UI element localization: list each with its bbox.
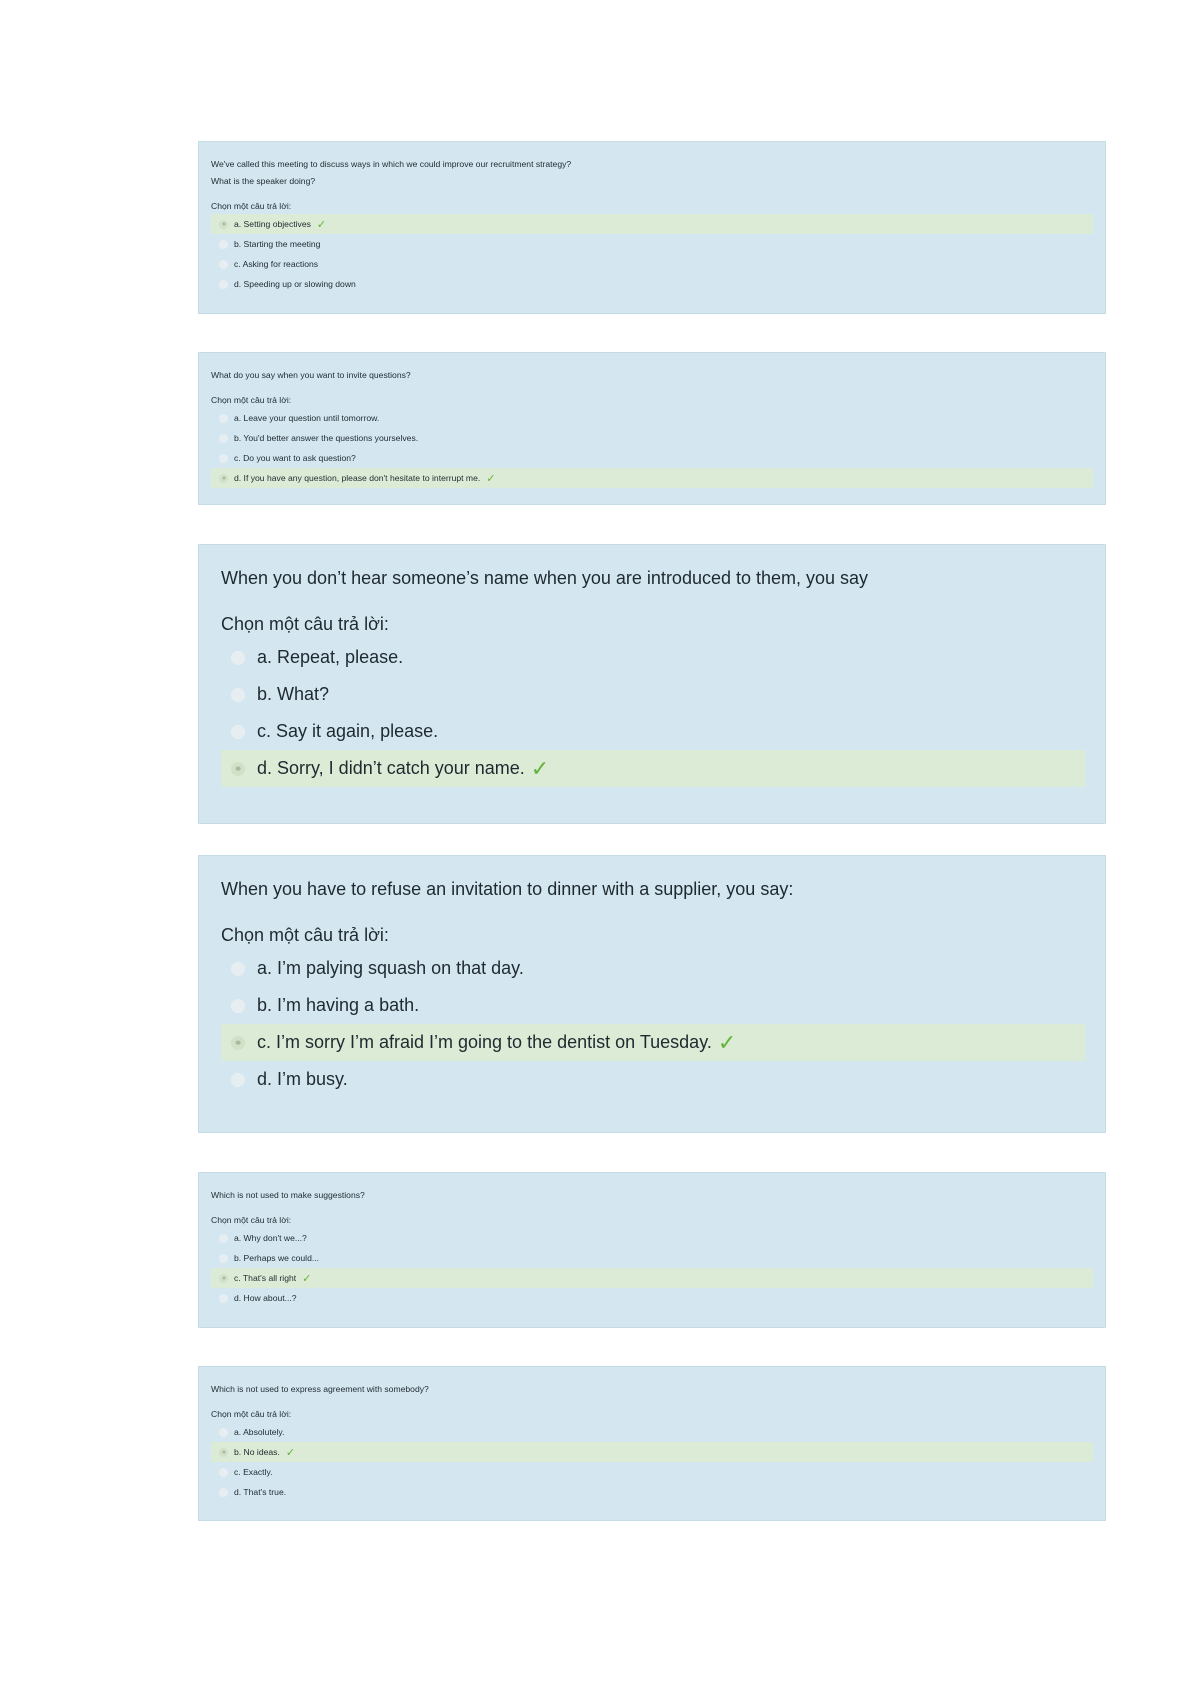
- answer-option-a[interactable]: [211, 1422, 1093, 1442]
- question-line: When you don’t hear someone’s name when you are introduced to them, you say: [221, 568, 869, 588]
- option-label: c. Exactly.: [234, 1467, 273, 1477]
- answer-prompt: Chọn một câu trả lời:: [211, 395, 292, 405]
- answer-option-c[interactable]: [211, 1268, 1093, 1288]
- radio-icon[interactable]: [219, 280, 228, 289]
- answer-option-d[interactable]: [211, 468, 1093, 488]
- option-label: a. Absolutely.: [234, 1427, 285, 1437]
- radio-icon[interactable]: [219, 454, 228, 463]
- radio-icon[interactable]: [219, 220, 228, 229]
- question-text: [221, 876, 1085, 902]
- radio-icon[interactable]: [231, 688, 245, 702]
- answer-option-d[interactable]: [221, 1061, 1085, 1098]
- answer-options: [221, 639, 1085, 787]
- option-label: a. Setting objectives: [234, 219, 311, 229]
- option-label: a. Repeat, please.: [257, 647, 404, 667]
- answer-options: [221, 950, 1085, 1098]
- answer-option-c[interactable]: [221, 713, 1085, 750]
- answer-option-d[interactable]: [221, 750, 1085, 787]
- question-line: What do you say when you want to invite questions?: [211, 370, 411, 380]
- radio-icon[interactable]: [231, 999, 245, 1013]
- radio-icon[interactable]: [219, 240, 228, 249]
- answer-option-c[interactable]: [221, 1024, 1085, 1061]
- radio-icon[interactable]: [219, 434, 228, 443]
- radio-icon[interactable]: [231, 1036, 245, 1050]
- answer-option-a[interactable]: [221, 950, 1085, 987]
- radio-icon[interactable]: [231, 962, 245, 976]
- question-card-4: [198, 855, 1106, 1133]
- question-text: [211, 367, 1093, 384]
- answer-option-a[interactable]: [211, 214, 1093, 234]
- option-label: a. I’m palying squash on that day.: [257, 958, 524, 978]
- radio-icon[interactable]: [219, 1234, 228, 1243]
- question-line: Which is not used to make suggestions?: [211, 1190, 365, 1200]
- option-label: a. Leave your question until tomorrow.: [234, 413, 380, 423]
- answer-option-a[interactable]: [211, 1228, 1093, 1248]
- question-card-1: [198, 141, 1106, 314]
- option-label: c. Say it again, please.: [257, 721, 439, 741]
- answer-options: [211, 1422, 1093, 1502]
- option-label: d. Sorry, I didn’t catch your name.: [257, 758, 525, 778]
- radio-icon[interactable]: [219, 1274, 228, 1283]
- radio-icon[interactable]: [219, 1448, 228, 1457]
- option-label: d. I’m busy.: [257, 1069, 348, 1089]
- answer-prompt: Chọn một câu trả lời:: [211, 201, 292, 211]
- question-text: [211, 156, 1093, 190]
- answer-prompt: Chọn một câu trả lời:: [211, 1215, 292, 1225]
- answer-option-a[interactable]: [211, 408, 1093, 428]
- option-label: b. I’m having a bath.: [257, 995, 420, 1015]
- option-label: d. How about...?: [234, 1293, 297, 1303]
- radio-icon[interactable]: [231, 651, 245, 665]
- answer-option-b[interactable]: [221, 676, 1085, 713]
- radio-icon[interactable]: [219, 260, 228, 269]
- option-label: c. I’m sorry I’m afraid I’m going to the dentist on Tuesday.: [257, 1032, 712, 1052]
- question-text: [221, 565, 1085, 591]
- question-card-5: [198, 1172, 1106, 1328]
- option-label: b. What?: [257, 684, 330, 704]
- option-label: d. If you have any question, please don't hesitate to interrupt me.: [234, 473, 481, 483]
- answer-option-b[interactable]: [211, 234, 1093, 254]
- radio-icon[interactable]: [219, 1428, 228, 1437]
- radio-icon[interactable]: [219, 1488, 228, 1497]
- question-line: What is the speaker doing?: [211, 176, 316, 186]
- answer-prompt: Chọn một câu trả lời:: [211, 1409, 292, 1419]
- answer-option-c[interactable]: [211, 254, 1093, 274]
- option-label: b. Perhaps we could...: [234, 1253, 320, 1263]
- question-card-2: [198, 352, 1106, 505]
- option-label: b. You'd better answer the questions yourselves.: [234, 433, 419, 443]
- question-card-3: [198, 544, 1106, 824]
- option-label: d. That's true.: [234, 1487, 287, 1497]
- question-line: We've called this meeting to discuss ways in which we could improve our recruitment strategy?: [211, 159, 572, 169]
- question-text: [211, 1187, 1093, 1204]
- option-label: a. Why don't we...?: [234, 1233, 307, 1243]
- answer-option-c[interactable]: [211, 448, 1093, 468]
- question-text: [211, 1381, 1093, 1398]
- check-icon: ✓: [285, 1446, 296, 1459]
- answer-option-d[interactable]: [211, 1288, 1093, 1308]
- answer-option-c[interactable]: [211, 1462, 1093, 1482]
- check-icon: ✓: [316, 218, 327, 231]
- answer-option-b[interactable]: [221, 987, 1085, 1024]
- question-line: Which is not used to express agreement with somebody?: [211, 1384, 429, 1394]
- radio-icon[interactable]: [219, 1468, 228, 1477]
- answer-prompt: Chọn một câu trả lời:: [221, 925, 389, 945]
- radio-icon[interactable]: [219, 474, 228, 483]
- radio-icon[interactable]: [231, 1073, 245, 1087]
- check-icon: ✓: [486, 472, 496, 485]
- check-icon: ✓: [717, 1029, 737, 1055]
- option-label: d. Speeding up or slowing down: [234, 279, 356, 289]
- check-icon: ✓: [530, 755, 550, 781]
- check-icon: ✓: [302, 1272, 312, 1285]
- radio-icon[interactable]: [219, 414, 228, 423]
- answer-option-d[interactable]: [211, 274, 1093, 294]
- answer-options: [211, 214, 1093, 294]
- radio-icon[interactable]: [231, 725, 245, 739]
- option-label: c. Asking for reactions: [234, 259, 319, 269]
- radio-icon[interactable]: [219, 1254, 228, 1263]
- question-card-6: [198, 1366, 1106, 1521]
- answer-option-b[interactable]: [211, 428, 1093, 448]
- radio-icon[interactable]: [231, 762, 245, 776]
- answer-option-b[interactable]: [211, 1248, 1093, 1268]
- option-label: b. Starting the meeting: [234, 239, 321, 249]
- answer-option-d[interactable]: [211, 1482, 1093, 1502]
- answer-options: [211, 1228, 1093, 1308]
- option-label: c. Do you want to ask question?: [234, 453, 356, 463]
- question-line: When you have to refuse an invitation to dinner with a supplier, you say:: [221, 879, 794, 899]
- option-label: c. That's all right: [234, 1273, 297, 1283]
- answer-options: [211, 408, 1093, 488]
- option-label: b. No ideas.: [234, 1447, 280, 1457]
- answer-option-b[interactable]: [211, 1442, 1093, 1462]
- radio-icon[interactable]: [219, 1294, 228, 1303]
- answer-prompt: Chọn một câu trả lời:: [221, 614, 389, 634]
- answer-option-a[interactable]: [221, 639, 1085, 676]
